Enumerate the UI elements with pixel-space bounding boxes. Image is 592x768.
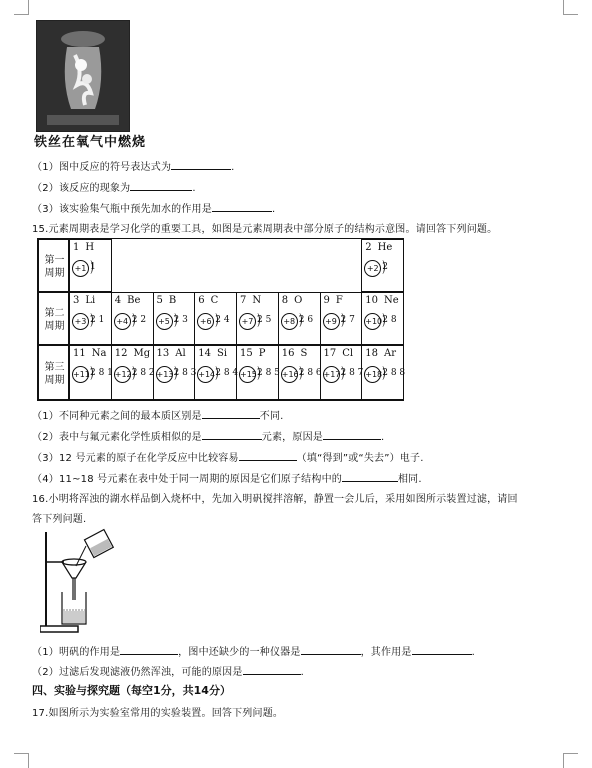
q15-part-2 [32,428,384,443]
q16-2-end: . [300,667,304,678]
q16-2-text: （2）过滤后发现滤液仍然浑浊，可能的原因是 [32,667,243,678]
q14-3-end: . [271,204,276,215]
element-cell-si [194,345,237,400]
element-number-symbol [73,348,106,359]
q15-1-end: 不同. [259,411,284,422]
atomic-number: 10 [365,295,378,306]
crop-mark-bottom-left [14,753,29,768]
electron-shells: 2 4 [215,315,230,325]
q14-1-end: . [231,162,235,173]
element-number-symbol [115,348,150,359]
answer-blank[interactable] [412,645,472,655]
photo-caption: 铁丝在氧气中燃烧 [34,135,147,150]
electron-shells: 2 8 1 [90,368,113,378]
q14-part-1 [32,158,235,173]
answer-blank[interactable] [202,430,262,440]
element-number-symbol [157,348,186,359]
answer-blank[interactable] [171,160,231,170]
atomic-nucleus: +9 [323,313,340,330]
electron-shells: 1 [90,262,96,272]
element-number-symbol [365,242,392,253]
atomic-number: 15 [240,348,253,359]
atomic-number: 4 [114,295,122,306]
element-cell-b [153,292,196,345]
q14-2-text: （2）该反应的现象为 [32,183,131,194]
answer-blank[interactable] [301,645,361,655]
element-number-symbol [282,348,308,359]
element-number-symbol [115,295,141,306]
answer-blank[interactable] [323,430,381,440]
atomic-number: 8 [281,295,289,306]
atomic-nucleus: +14 [197,366,214,383]
q16-1-mid-1: ，图中还缺少的一种仪器是 [178,647,301,658]
atomic-number: 1 [73,242,80,253]
element-number-symbol [240,295,261,306]
element-number-symbol [282,295,303,306]
electron-shells: 2 5 [257,315,272,325]
q15-part-4 [32,470,422,485]
q15-1-text: （1）不同种元素之间的最本质区别是 [32,411,202,422]
element-number-symbol [198,295,218,306]
element-symbol: Ne [383,295,399,306]
atomic-number: 14 [198,348,211,359]
atomic-nucleus: +6 [197,313,214,330]
element-cell-n [236,292,279,345]
element-symbol: Mg [133,348,151,359]
element-cell-cl [320,345,363,400]
q14-part-3 [32,200,275,215]
atomic-nucleus: +11 [72,366,89,383]
q15-part-3 [32,449,424,464]
answer-blank[interactable] [342,472,398,482]
iron-burning-photo [36,20,130,132]
element-number-symbol [240,348,265,359]
q16-1-end: . [471,647,475,658]
q16-part-2 [32,663,304,678]
element-symbol: Li [85,295,96,306]
atomic-number: 12 [114,348,128,359]
atomic-number: 17 [323,348,337,359]
element-symbol: Si [216,348,228,359]
q15-4-text: （4）11~18 号元素在表中处于同一周期的原因是它们原子结构中的 [32,474,342,485]
element-symbol: Ar [383,348,396,359]
element-cell-ar [361,345,404,400]
electron-shells: 2 8 6 [298,368,322,378]
element-symbol: N [252,295,262,306]
q17-stem: 17.如图所示为实验室常用的实验装置。回答下列问题。 [32,708,284,719]
q15-2-mid: 元素，原因是 [261,432,323,443]
atomic-number: 9 [323,295,330,306]
element-number-symbol [73,295,95,306]
element-symbol: Al [175,348,186,359]
q14-2-end: . [192,183,196,194]
element-number-symbol [324,348,354,359]
atomic-number: 7 [240,295,247,306]
element-cell-o [278,292,321,345]
element-cell-f [320,292,363,345]
electron-shells: 2 8 7 [340,368,364,378]
q15-3-end: （填“得到”或“失去”）电子. [296,453,424,464]
atomic-nucleus: +4 [114,313,131,330]
element-cell-h [69,239,112,292]
element-number-symbol [324,295,343,306]
element-cell-s [278,345,321,400]
period-label-cell [38,292,69,345]
q15-4-end: 相同. [397,474,422,485]
element-symbol: He [377,242,393,253]
electron-shells: 2 8 8 [382,368,406,378]
section-4-heading: 四、实验与探究题（每空1分，共14分） [32,684,231,697]
electron-shells: 2 6 [298,315,314,325]
element-number-symbol [198,348,227,359]
atomic-number: 16 [281,348,295,359]
element-cell-na [69,345,112,400]
element-cell-li [69,292,112,345]
period-label-cell [38,345,69,400]
period-label: 第一 周期 [44,254,65,279]
element-cell-be [111,292,154,345]
element-cell-mg [111,345,154,400]
answer-blank[interactable] [130,181,192,191]
atomic-nucleus: +2 [364,260,381,277]
q14-part-2 [32,179,196,194]
period-label-cell [38,239,69,292]
element-symbol: F [335,295,343,306]
electron-shells: 2 7 [340,315,355,325]
atomic-nucleus: +13 [156,366,173,383]
crop-mark-bottom-right [563,753,578,768]
element-number-symbol [365,295,398,306]
atomic-number: 5 [156,295,163,306]
element-cell-ne [361,292,404,345]
atomic-number: 18 [365,348,378,359]
q15-3-text: （3）12 号元素的原子在化学反应中比较容易 [32,453,239,464]
atomic-nucleus: +8 [281,313,298,330]
q16-part-1 [32,643,475,658]
element-symbol: B [168,295,177,306]
q15-stem: 15.元素周期表是学习化学的重要工具，如图是元素周期表中部分原子的结构示意图。请回答下列问题。 [32,224,498,235]
element-number-symbol [365,348,396,359]
atomic-nucleus: +7 [239,313,256,330]
q16-1-text: （1）明矾的作用是 [32,647,121,658]
answer-blank[interactable] [212,202,272,212]
element-symbol: S [300,348,308,359]
atomic-nucleus: +12 [114,366,131,383]
period-label: 第三 周期 [44,361,65,386]
q15-2-end: . [380,432,385,443]
atomic-number: 6 [198,295,205,306]
element-symbol: H [85,242,95,253]
q16-stem-line-1: 16.小明将浑浊的湖水样品倒入烧杯中，先加入明矾搅拌溶解，静置一会儿后，采用如图所示装置过滤，请回 [32,494,518,505]
period-label: 第二 周期 [44,307,65,332]
electron-shells: 2 8 [382,315,397,325]
element-symbol: C [210,295,219,306]
answer-blank[interactable] [243,665,301,675]
atomic-nucleus: +5 [156,313,173,330]
q15-2-text: （2）表中与氟元素化学性质相似的是 [32,432,202,443]
element-cell-c [194,292,237,345]
q16-stem-line-2: 答下列问题. [32,514,87,525]
electron-shells: 2 8 4 [215,368,239,378]
electron-shells: 2 8 2 [131,368,155,378]
answer-blank[interactable] [120,645,178,655]
q15-part-1 [32,407,284,422]
electron-shells: 2 [382,262,388,272]
atomic-nucleus: +16 [281,366,298,383]
answer-blank[interactable] [202,409,260,419]
element-cell-p [236,345,279,400]
element-number-symbol [157,295,177,306]
electron-shells: 2 3 [173,315,188,325]
atomic-nucleus: +18 [364,366,381,383]
atomic-number: 13 [156,348,170,359]
atomic-nucleus: +1 [72,260,89,277]
atomic-nucleus: +10 [364,313,381,330]
periodic-table [37,238,404,401]
element-cell-al [153,345,196,400]
atomic-nucleus: +15 [239,366,256,383]
electron-shells: 2 1 [90,315,105,325]
answer-blank[interactable] [239,451,297,461]
q16-1-mid-2: ，其作用是 [360,647,412,658]
element-number-symbol [73,242,94,253]
atomic-number: 11 [73,348,86,359]
filtration-apparatus-diagram [40,526,120,638]
q14-1-text: （1）图中反应的符号表达式为 [32,162,172,173]
atomic-nucleus: +17 [323,366,340,383]
element-symbol: P [258,348,266,359]
crop-mark-top-left [14,0,29,15]
atomic-nucleus: +3 [72,313,89,330]
electron-shells: 2 8 3 [173,368,197,378]
electron-shells: 2 8 5 [257,368,280,378]
element-symbol: O [294,295,303,306]
atomic-number: 2 [365,242,372,253]
atomic-number: 3 [73,295,80,306]
element-symbol: Na [91,348,107,359]
element-symbol: Be [127,295,141,306]
q14-3-text: （3）该实验集气瓶中预先加水的作用是 [32,204,212,215]
electron-shells: 2 2 [131,315,147,325]
element-symbol: Cl [342,348,354,359]
crop-mark-top-right [563,0,578,15]
element-cell-he [361,239,404,292]
